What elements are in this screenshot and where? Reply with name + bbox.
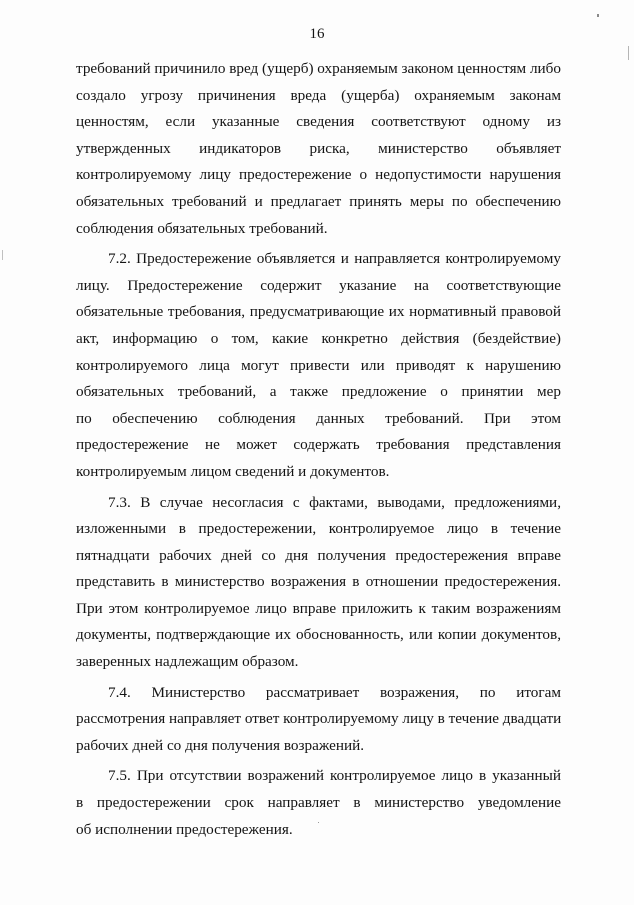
paragraph-p0	[76, 56, 561, 242]
text-line: 7.4. Министерство рассматривает возражения, по итогам	[108, 683, 561, 701]
scan-artifact	[2, 250, 3, 260]
text-line: утвержденных индикаторов риска, министерство объявляет	[76, 139, 561, 157]
text-line: по обеспечению соблюдения данных требований. При этом	[76, 409, 561, 427]
text-line: лицу. Предостережение содержит указание на соответствующие	[76, 276, 561, 294]
paragraph-p1	[76, 246, 561, 485]
text-line: заверенных надлежащим образом.	[76, 653, 299, 671]
text-line: контролируемым лицом сведений и документов.	[76, 462, 390, 480]
text-line: контролируемого лица могут привести или приводят к нарушению	[76, 356, 561, 374]
text-line: документы, подтверждающие их обоснованность, или копии документов,	[76, 626, 561, 644]
text-line: ценностям, если указанные сведения соответствуют одному из	[76, 113, 561, 131]
text-line: об исполнении предостережения.	[76, 820, 293, 838]
text-line: 7.5. При отсутствии возражений контролируемое лицо в указанный	[108, 767, 561, 785]
text-line: рабочих дней со дня получения возражений.	[76, 736, 365, 754]
text-line: в предостережении срок направляет в министерство уведомление	[76, 794, 561, 812]
paragraph-p4	[76, 763, 561, 843]
text-line: изложенными в предостережении, контролируемое лицо в течение	[76, 520, 561, 538]
text-line: акт, информацию о том, какие конкретно действия (бездействие)	[76, 329, 561, 347]
text-line: обязательные требования, предусматривающие их нормативный правовой	[76, 303, 561, 321]
text-line: рассмотрения направляет ответ контролируемому лицу в течение двадцати	[76, 710, 562, 728]
text-line: предостережение не может содержать требования представления	[76, 436, 561, 454]
scan-artifact	[318, 822, 319, 823]
text-line: требований причинило вред (ущерб) охраняемым законом ценностям либо	[76, 60, 561, 77]
paragraph-p3	[76, 680, 561, 760]
text-line: соблюдения обязательных требований.	[76, 219, 328, 237]
text-line: 7.3. В случае несогласия с фактами, выводами, предложениями,	[108, 493, 561, 511]
text-line: создало угрозу причинения вреда (ущерба) охраняемым законам	[76, 86, 561, 104]
text-line: контролируемому лицу предостережение о недопустимости нарушения	[76, 166, 561, 184]
text-line: пятнадцати рабочих дней со дня получения предостережения вправе	[76, 546, 561, 564]
text-line: обязательных требований и предлагает принять меры по обеспечению	[76, 192, 561, 210]
scan-artifact	[597, 14, 599, 17]
scan-artifact	[628, 46, 629, 60]
text-line: обязательных требований, а также предложение о принятии мер	[76, 383, 561, 401]
text-line: представить в министерство возражения в отношении предостережения.	[76, 573, 561, 591]
text-line: 7.2. Предостережение объявляется и направляется контролируемому	[108, 250, 561, 268]
text-line: При этом контролируемое лицо вправе приложить к таким возражениям	[76, 599, 561, 617]
document-body	[76, 56, 561, 843]
page-number: 16	[309, 26, 325, 42]
paragraph-p2	[76, 490, 561, 676]
